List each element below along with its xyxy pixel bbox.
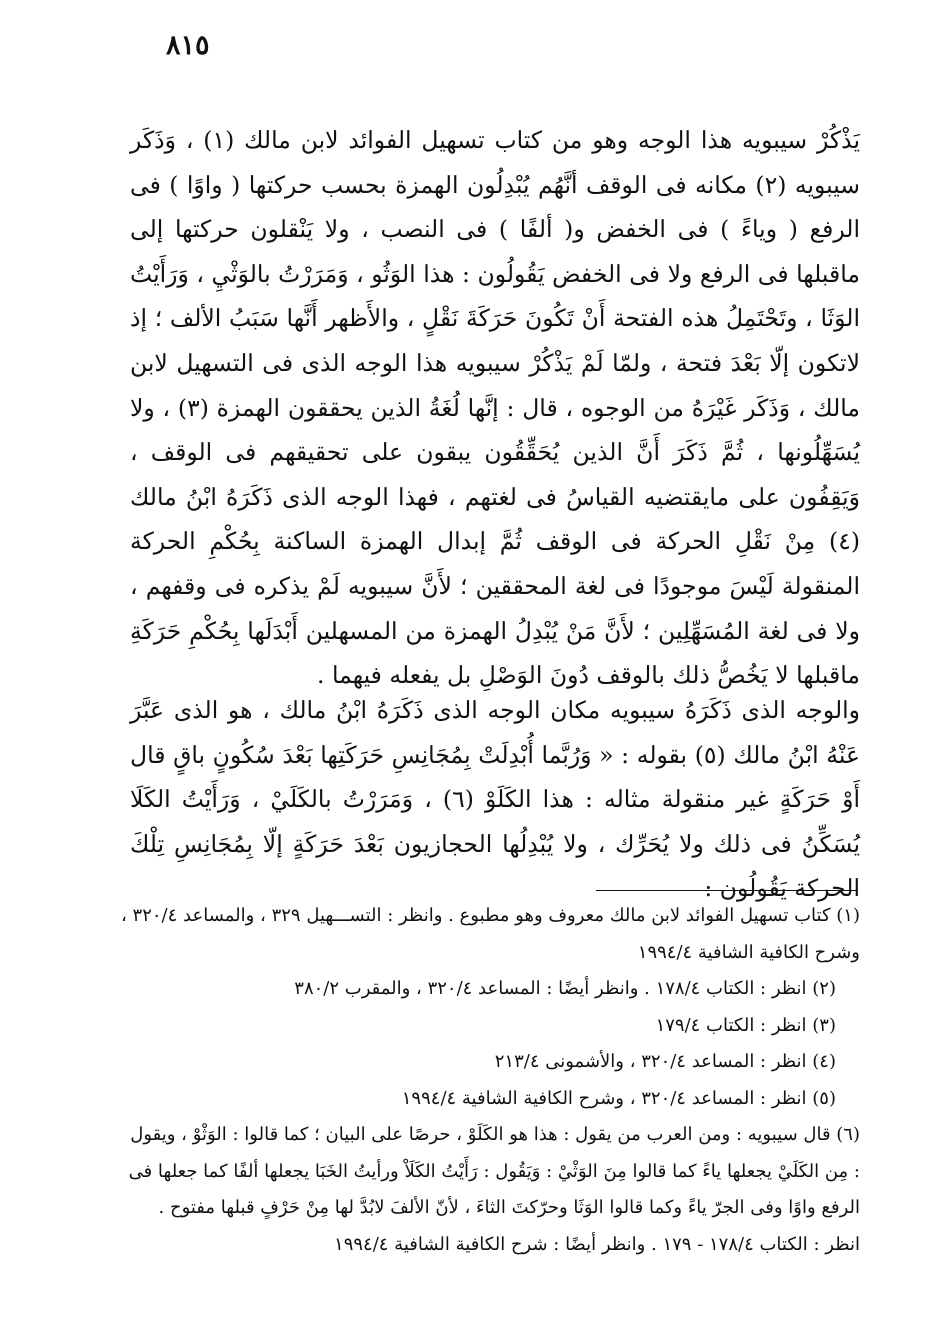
- footnote-4: (٤) انظر : المساعد ٣٢٠/٤ ، والأشمونى ٢١٣/٤: [494, 1051, 836, 1072]
- footnote-2: (٢) انظر : الكتاب ١٧٨/٤ . وانظر أيضًا : المساعد ٣٢٠/٤ ، والمقرب ٣٨٠/٢: [294, 978, 836, 999]
- footnote-3: (٣) انظر : الكتاب ١٧٩/٤: [655, 1014, 836, 1036]
- body-paragraph-1: يَذْكُرْ سيبويه هذا الوجه وهو من كتاب تسهيل الفوائد لابن مالك (١) ، وَذَكَر سيبويه (٢) مكانه فى الوقف أنَّهُم يُبْدِلُون الهمزة بحسب حركتها ( واوًا ) فى الرفع ( وياءً ) فى الخفض و( ألفًا ) فى النصب ، ولا يَنْقلون حركتها إلى ماقبلها فى الرفع ولا فى الخفض يَقُولُون : هذا الوَثُو ، وَمَرَرْتُ بالوَثْيِ ، وَرَأَيْتُ الوَثَا ، وتَحْتَمِلُ هذه الفتحة أَنْ تَكُونَ حَرَكَةَ نَقْلٍ ، والأَظهر أَنَّها سَبَبُ الألف ؛ إذ لاتكون إلّا بَعْدَ فتحة ، ولمّا لَمْ يَذْكُرْ سيبويه هذا الوجه الذى فى التسهيل لابن مالك ، وَذَكَر غَيْرَهُ من الوجوه ، قال : إنَّها لُغَةُ الذين يحققون الهمزة (٣) ، ولا يُسَهِّلُونها ، ثُمَّ ذَكَرَ أَنَّ الذين يُحَقِّقُون يبقون على تحقيقهم فى الوقف ، وَيَقِفُون على مايقتضيه القياسُ فى لغتهم ، فهذا الوجه الذى ذَكَرَهُ ابْنُ مالك (٤) مِنْ نَقْلِ الحركة فى الوقف ثُمَّ إبدال الهمزة الساكنة بِحُكْمِ الحركة المنقولة لَيْسَ موجودًا فى لغة المحققين ؛ لأَنَّ سيبويه لَمْ يذكره فى وقفهم ، ولا فى لغة المُسَهِّلِين ؛ لأَنَّ مَنْ يُبْدِلُ الهمزة من المسهلين أَبْدَلَها بِحُكْمِ حَرَكَةِ ماقبلها لا يَخُصُّ ذلك بالوقف دُونَ الوَصْلِ بل يفعله فيهما .: [130, 126, 861, 690]
- footnote-1: (١) كتاب تسهيل الفوائد لابن مالك معروف وهو مطبوع . وانظر : التســـهيل ٣٢٩ ، والمساعد ٣٢٠/٤ ، وشرح الكافية الشافية ١٩٩٤/٤: [121, 905, 860, 963]
- footnotes-list: [120, 898, 860, 1263]
- body-paragraph-2: والوجه الذى ذَكَرَهُ سيبويه مكان الوجه الذى ذَكَرَهُ ابْنُ مالك ، هو الذى عَبَّرَ عَنْهُ ابْنُ مالك (٥) بقوله : « وَرُبَّما أُبْدِلَتْ بِمُجَانِسِ حَرَكَتِها بَعْدَ سُكُونٍ باقٍ قال أَوْ حَرَكَةٍ غير منقولة مثاله : هذا الكَلَوْ (٦) ، وَمَرَرْتُ بالكَلَيْ ، وَرَأَيْتُ الكَلَا يُسَكِّنُ فى ذلك ولا يُحَرِّك ، ولا يُبْدِلُها الحجازيون بَعْدَ حَرَكَةٍ إلّا بِمُجَانِسِ تِلْكَ الحركة يَقُولُون :: [130, 696, 860, 903]
- footnote-6: (٦) قال سيبويه : ومن العرب من يقول : هذا هو الكَلَوْ ، حرصًا على البيان ؛ كما قالوا : الوَثْوْ ، ويقول : مِن الكَلَيْ يجعلها ياءً كما قالوا مِنَ الوَثْيْ : وَيَقُول : رَأَيْتُ الكَلَاْ ورأيتُ الخَبَا يجعلها ألفًا كما جعلها فى الرفع واوًا وفى الجرّ ياءً وكما قالوا الوَثَا وحرّكتَ الثاءَ ، لأنّ الألفَ لابُدَّ لها مِنْ حَرْفٍ قبلها مفتوح . انظر : الكتاب ١٧٨/٤ - ١٧٩ . وانظر أيضًا : شرح الكافية الشافية ١٩٩٤/٤: [128, 1124, 860, 1255]
- footnote-separator: [596, 890, 858, 891]
- page-number: ٨١٥: [166, 30, 210, 61]
- footnote-5: (٥) انظر : المساعد ٣٢٠/٤ ، وشرح الكافية الشافية ١٩٩٤/٤: [401, 1087, 836, 1109]
